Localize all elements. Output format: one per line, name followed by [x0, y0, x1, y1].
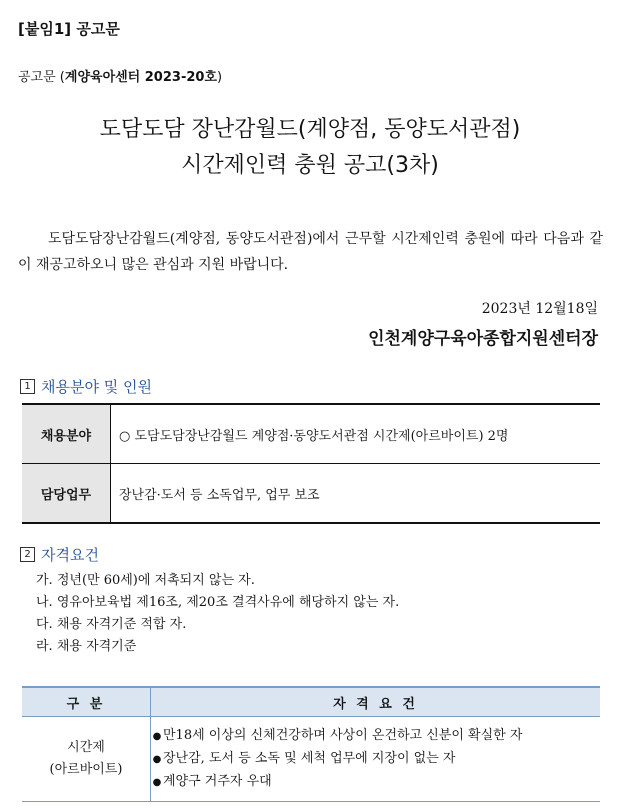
row-value-duty: 장난감·도서 등 소독업무, 업무 보조 — [111, 464, 601, 524]
section-2-title: 자격요건 — [41, 546, 99, 564]
category-line-1: 시간제 — [67, 740, 105, 755]
category-line-2: (아르바이트) — [49, 762, 123, 777]
qualification-table — [22, 686, 600, 802]
notice-number — [18, 66, 222, 85]
bullet-icon: ● — [152, 753, 162, 765]
requirements-cell — [151, 717, 601, 802]
bullet-icon: ● — [152, 776, 162, 788]
list-item: ● 계양구 거주자 우대 — [151, 771, 599, 794]
category-cell — [22, 717, 151, 802]
list-item: 라. 채용 자격기준 — [36, 639, 137, 654]
notice-prefix: 공고문 ( — [18, 70, 65, 85]
body-paragraph: 도담도담장난감월드(계양점, 동양도서관점)에서 근무할 시간제인력 충원에 따라 다음과 같이 재공고하오니 많은 관심과 지원 바랍니다. — [18, 231, 603, 273]
list-item: 다. 채용 자격기준 적합 자. — [36, 617, 187, 632]
title-line-1: 도담도담 장난감월드(계양점, 동양도서관점) — [99, 117, 521, 142]
title-line-2: 시간제인력 충원 공고(3차) — [181, 153, 439, 178]
table-row — [22, 464, 600, 524]
list-item: 나. 영유아보육법 제16조, 제20조 결격사유에 해당하지 않는 자. — [36, 595, 400, 610]
attachment-label: [붙임1] 공고문 — [18, 20, 120, 38]
list-item: ● 만18세 이상의 신체건강하며 사상이 온건하고 신분이 확실한 자 — [151, 725, 599, 748]
recruitment-table — [22, 403, 600, 524]
section-1-title: 채용분야 및 인원 — [41, 378, 152, 396]
row-header-duty: 담당업무 — [22, 464, 111, 524]
table-header-row — [22, 687, 600, 717]
notice-number-value: 계양육아센터 2023-20호 — [64, 70, 217, 85]
section-1-heading — [20, 376, 152, 397]
row-value-field: ○ 도담도담장난감월드 계양점·동양도서관점 시간제(아르바이트) 2명 — [111, 404, 601, 464]
section-2-heading — [20, 544, 99, 565]
notice-suffix: ) — [217, 70, 223, 85]
table-row — [22, 717, 600, 802]
list-item: ● 장난감, 도서 등 소독 및 세척 업무에 지장이 없는 자 — [151, 748, 599, 771]
list-item: 가. 정년(만 60세)에 저촉되지 않는 자. — [36, 573, 255, 588]
section-1-number-box: 1 — [20, 379, 35, 394]
qualification-list — [36, 570, 399, 658]
notice-date: 2023년 12월18일 — [481, 301, 598, 317]
column-header-category: 구 분 — [22, 687, 151, 717]
section-2-number-box: 2 — [20, 547, 35, 562]
bullet-icon: ● — [152, 730, 162, 742]
table-row — [22, 404, 600, 464]
column-header-requirements: 자 격 요 건 — [151, 687, 601, 717]
issuer: 인천계양구육아종합지원센터장 — [368, 329, 598, 349]
row-header-field: 채용분야 — [22, 404, 111, 464]
